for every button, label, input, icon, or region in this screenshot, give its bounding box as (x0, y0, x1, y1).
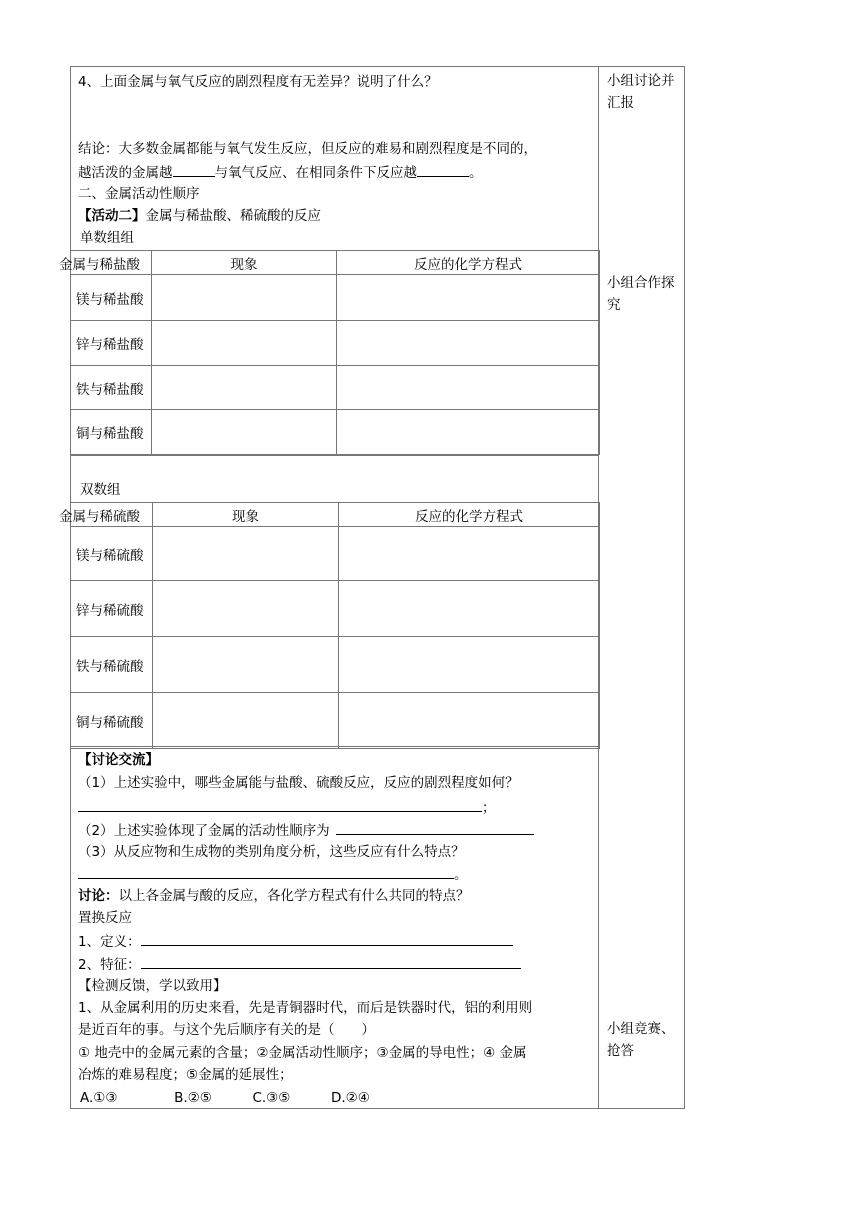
conclusion-line-2: 越活泼的金属越 与氧气反应、在相同条件下反应越 。 (78, 162, 483, 183)
divider (70, 746, 599, 747)
discussion-q2: （2）上述实验体现了金属的活动性顺序为 (78, 820, 534, 841)
feedback-q1-line4: 冶炼的难易程度；⑤金属的延展性； (78, 1067, 293, 1083)
observation-cell[interactable] (153, 527, 339, 581)
equation-cell[interactable] (337, 275, 600, 321)
option-c[interactable]: C.③⑤ (252, 1090, 291, 1106)
observation-cell[interactable] (153, 637, 339, 693)
activity-2: 【活动二】金属与稀盐酸、稀硫酸的反应 (78, 208, 321, 224)
displacement-feature: 2、特征： (78, 954, 521, 975)
answer-line[interactable] (336, 820, 534, 835)
column-header: 金属与稀硫酸 (71, 503, 153, 527)
divider (70, 502, 599, 503)
even-group-table (59, 502, 600, 749)
displacement-definition: 1、定义： (78, 931, 513, 952)
fill-blank[interactable] (173, 162, 215, 177)
conclusion-line-1: 结论：大多数金属都能与氧气发生反应，但反应的难易和剧烈程度是不同的， (78, 141, 537, 157)
discussion-q1: （1）上述实验中，哪些金属能与盐酸、硫酸反应，反应的剧烈程度如何？ (78, 775, 519, 791)
row-label: 镁与稀盐酸 (71, 275, 152, 321)
side-note-competition: 小组竞赛、抢答 (607, 1021, 675, 1059)
displacement-title: 置换反应 (78, 910, 132, 926)
odd-group-title: 单数组组 (80, 230, 134, 246)
feedback-q1-line2: 是近百年的事。与这个先后顺序有关的是（ ） (78, 1022, 375, 1038)
discussion-2: 讨论：以上各金属与酸的反应，各化学方程式有什么共同的特点？ (78, 888, 470, 904)
table-row (71, 693, 600, 749)
equation-cell[interactable] (337, 410, 600, 455)
table-header-row (71, 251, 600, 275)
fill-blank[interactable] (417, 162, 469, 177)
answer-line[interactable] (78, 864, 454, 879)
column-header: 现象 (153, 503, 339, 527)
option-b[interactable]: B.②⑤ (174, 1090, 212, 1106)
question-4: 4、上面金属与氧气反应的剧烈程度有无差异？说明了什么？ (78, 74, 438, 90)
answer-line[interactable] (141, 954, 521, 969)
section-2-heading: 二、金属活动性顺序 (78, 186, 200, 202)
observation-cell[interactable] (152, 321, 337, 366)
row-label: 锌与稀硫酸 (71, 581, 153, 637)
divider (70, 250, 599, 251)
table-row (71, 637, 600, 693)
observation-cell[interactable] (152, 410, 337, 455)
equation-cell[interactable] (337, 366, 600, 410)
equation-cell[interactable] (339, 581, 600, 637)
column-header: 现象 (152, 251, 337, 275)
equation-cell[interactable] (337, 321, 600, 366)
table-row (71, 321, 600, 366)
column-header: 反应的化学方程式 (339, 503, 600, 527)
equation-cell[interactable] (339, 527, 600, 581)
equation-cell[interactable] (339, 637, 600, 693)
answer-options (80, 1088, 370, 1108)
discussion-title: 【讨论交流】 (78, 752, 159, 768)
table-row (71, 527, 600, 581)
table-row (71, 410, 600, 455)
observation-cell[interactable] (153, 693, 339, 749)
column-header: 金属与稀盐酸 (71, 251, 152, 275)
row-label: 铁与稀盐酸 (71, 366, 152, 410)
side-note-discuss-report: 小组讨论并汇报 (607, 73, 675, 111)
table-row (71, 366, 600, 410)
observation-cell[interactable] (152, 366, 337, 410)
option-a[interactable]: A.①③ (80, 1090, 118, 1106)
odd-group-table (59, 250, 600, 455)
even-group-title: 双数组 (80, 482, 121, 498)
feedback-title: 【检测反馈，学以致用】 (78, 978, 227, 994)
discussion-q3: （3）从反应物和生成物的类别角度分析，这些反应有什么特点？ (78, 844, 465, 860)
row-label: 铜与稀盐酸 (71, 410, 152, 455)
row-label: 铜与稀硫酸 (71, 693, 153, 749)
answer-line[interactable] (141, 931, 513, 946)
row-label: 铁与稀硫酸 (71, 637, 153, 693)
discussion-q3-answer: 。 (78, 864, 468, 885)
divider (70, 455, 599, 456)
column-header: 反应的化学方程式 (337, 251, 600, 275)
feedback-q1-line3: ① 地壳中的金属元素的含量；②金属活动性顺序；③金属的导电性；④ 金属 (78, 1045, 527, 1061)
row-label: 锌与稀盐酸 (71, 321, 152, 366)
observation-cell[interactable] (152, 275, 337, 321)
side-note-cooperative-explore: 小组合作探究 (607, 275, 675, 313)
answer-line[interactable] (78, 797, 482, 812)
discussion-q1-answer: ； (78, 797, 496, 818)
equation-cell[interactable] (339, 693, 600, 749)
option-d[interactable]: D.②④ (330, 1090, 370, 1106)
table-row (71, 275, 600, 321)
table-row (71, 581, 600, 637)
table-header-row (71, 503, 600, 527)
feedback-q1-line1: 1、从金属利用的历史来看，先是青铜器时代，而后是铁器时代，铝的利用则 (78, 1000, 533, 1016)
row-label: 镁与稀硫酸 (71, 527, 153, 581)
observation-cell[interactable] (153, 581, 339, 637)
